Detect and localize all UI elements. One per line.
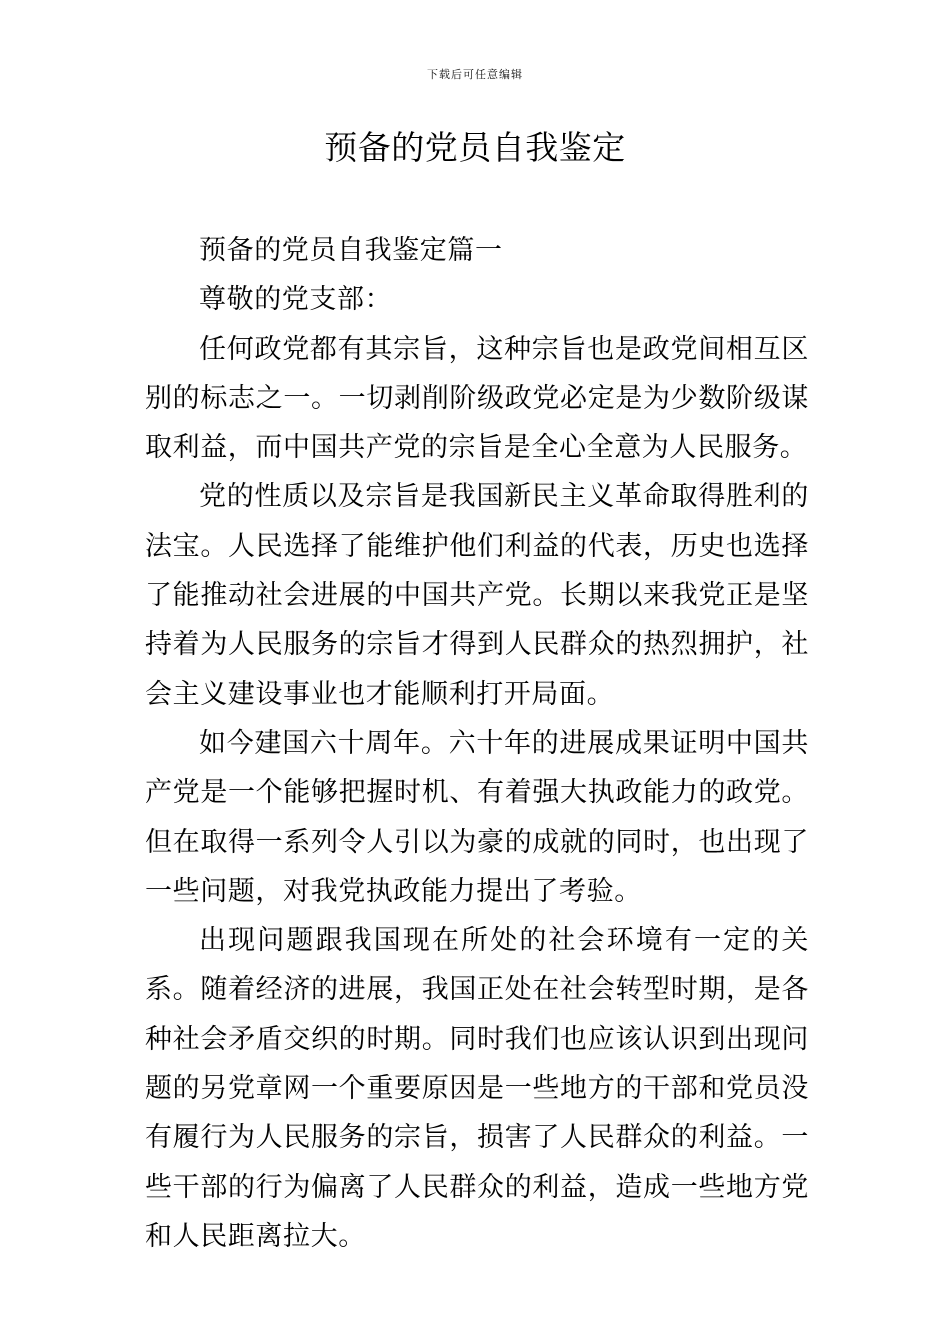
salutation: 尊敬的党支部： [199,284,393,316]
paragraph: 任何政党都有其宗旨，这种宗旨也是政党间相互区别的标志之一。一切剥削阶级政党必定是为少数阶级谋取利益，而中国共产党的宗旨是全心全意为人民服务。 [145,333,809,464]
paragraph: 如今建国六十周年。六十年的进展成果证明中国共产党是一个能够把握时机、有着强大执政能力的政党。但在取得一系列令人引以为豪的成就的同时，也出现了一些问题，对我党执政能力提出了考验。 [145,727,809,907]
document-title: 预备的党员自我鉴定 [324,128,626,167]
paragraph: 党的性质以及宗旨是我国新民主义革命取得胜利的法宝。人民选择了能维护他们利益的代表，历史也选择了能推动社会进展的中国共产党。长期以来我党正是坚持着为人民服务的宗旨才得到人民群众的热烈拥护，社会主义建设事业也才能顺利打开局面。 [145,481,809,710]
header-note: 下载后可任意编辑 [427,68,523,81]
document-body [145,226,809,1261]
section-heading: 预备的党员自我鉴定篇一 [199,235,503,266]
paragraph: 出现问题跟我国现在所处的社会环境有一定的关系。随着经济的进展，我国正处在社会转型时期，是各种社会矛盾交织的时期。同时我们也应该认识到出现问题的另党章网一个重要原因是一些地方的干部和党员没有履行为人民服务的宗旨，损害了人民群众的利益。一些干部的行为偏离了人民群众的利益，造成一些地方党和人民距离拉大。 [145,925,809,1252]
